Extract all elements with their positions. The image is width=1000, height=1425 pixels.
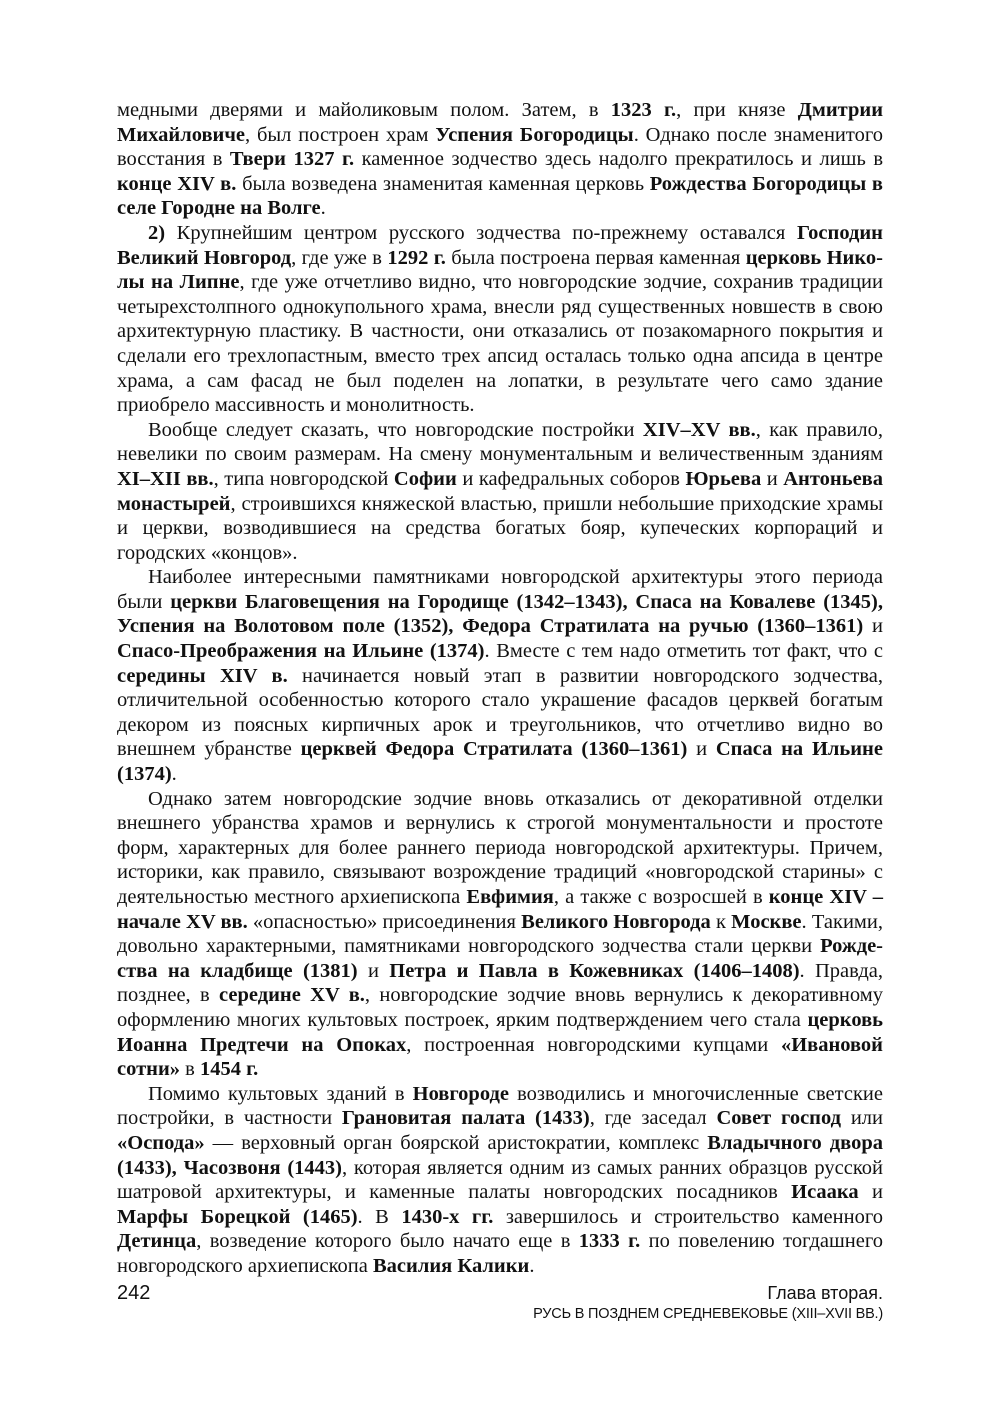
text-run: . В bbox=[357, 1205, 402, 1228]
text-run: и кафедральных соборов bbox=[456, 467, 686, 490]
section-title: РУСЬ В ПОЗДНЕМ СРЕДНЕВЕКОВЬЕ (XIII–XVII ВВ.) bbox=[533, 1306, 883, 1322]
bold-term: «Осподa» bbox=[117, 1131, 205, 1154]
bold-term: 1323 г. bbox=[610, 99, 677, 121]
running-footer bbox=[533, 1282, 883, 1324]
text-run: возводились и многочисленные светские постройки, в частности bbox=[117, 1082, 883, 1130]
bold-term: Москве bbox=[731, 910, 802, 933]
bold-term: Успения Богородицы bbox=[435, 123, 634, 146]
chapter-title: Глава вторая. bbox=[767, 1283, 883, 1303]
bold-term: Марфы Борецкой (1465) bbox=[117, 1205, 358, 1228]
paragraph bbox=[117, 98, 883, 221]
text-run: , новгородские зодчие вновь вернулись к декоративному оформлению многих культовых построек, ярким подтверждением чего стала bbox=[117, 984, 883, 1031]
bold-term: Детинца bbox=[117, 1230, 197, 1253]
text-run: , построенная новгородскими купцами bbox=[406, 1033, 781, 1056]
bold-term: церквей Федора Стратилата (1360–1361) bbox=[300, 738, 688, 761]
text-run: , которая является одним из самых ранних образцов русской шатровой архитектуры, и каменные палаты новгородских посадников bbox=[117, 1156, 883, 1204]
bold-term: 1333 г. bbox=[578, 1230, 641, 1253]
bold-term: конце XIV – начале XV вв. bbox=[117, 886, 883, 933]
text-run: каменное зодчество здесь надолго прекратилось и лишь в bbox=[354, 148, 883, 171]
text-run: Помимо культовых зданий в bbox=[148, 1082, 413, 1105]
text-run: Наиболее интересными памятниками новгородской архитектуры этого периода были bbox=[117, 566, 883, 613]
body-text bbox=[117, 98, 883, 1279]
paragraph bbox=[117, 565, 883, 786]
text-run: , где уже отчетливо видно, что новгородские зодчие, сохранив традиции четырехстолпного однокупольного храма, внесли ряд существенных новшеств в свою архитектурную пластику. В частности, они отказались от позакомарного покрытия и сделали его трехлопастным, вместо трех апсид осталась только одна апсида в центре храма, а сам фасад не был поделен на лопатки, в результате чего само здание приобрело массивность и монолитность. bbox=[117, 271, 883, 417]
text-run: . bbox=[529, 1254, 535, 1277]
text-run: в bbox=[180, 1058, 200, 1081]
text-run: , а также с возросшей в bbox=[553, 886, 769, 908]
text-run: и bbox=[357, 959, 390, 982]
text-run: , строившихся княжеской властью, пришли небольшие приходские храмы и церкви, возводившиеся на средства богатых бояр, купеческих корпораций и городских «концов». bbox=[117, 492, 883, 564]
bold-term: церковь Николы на Липне bbox=[117, 246, 883, 294]
bold-term: конце XIV в. bbox=[117, 172, 237, 195]
bold-term: церкви Благовещения на Городище (1342–1343), Спаса на Ковалеве (1345), Успения на Волотовом поле (1352), Федора Стратилата на ручью (1360–1361) bbox=[117, 590, 883, 638]
text-run: была построена первая каменная bbox=[445, 246, 746, 269]
bold-term: Евфимия bbox=[466, 886, 554, 908]
bold-term: Дмитрии Михайловиче bbox=[117, 99, 884, 146]
bold-term: середины XIV в. bbox=[117, 664, 288, 687]
paragraph bbox=[117, 1082, 883, 1279]
text-run: . Вместе с тем надо отметить тот факт, что с bbox=[484, 640, 883, 663]
text-run: , при князе bbox=[676, 99, 798, 121]
bold-term: Новгороде bbox=[412, 1082, 509, 1105]
text-run: Однако затем новгородские зодчие вновь отказались от декоративной отделки внешнего убранства храмов и вернулись к строгой монументальности и простоте форм, характерных для более раннего периода новгородской архитектуры. Причем, историки, как правило, связывают возрождение традиций «новгородской старины» с деятельностью местного архиепископа bbox=[117, 787, 883, 908]
text-run: начинается новый этап в развитии новгородского зодчества, отличительной особенностью которого стало украшение фасадов церквей богатым декором из поясных кирпичных арок и треугольников, что отчетливо видно во внешнем убранстве bbox=[117, 664, 884, 761]
bold-term: Господин Великий Новгород bbox=[117, 221, 883, 269]
text-run: была возведена знаменитая каменная церковь bbox=[236, 172, 650, 195]
bold-term: 1430-х гг. bbox=[401, 1205, 494, 1228]
text-run: и bbox=[858, 1181, 883, 1204]
text-run: , где уже в bbox=[291, 246, 388, 269]
text-run: . bbox=[320, 197, 326, 220]
text-run: , возведение которого было начато еще в bbox=[196, 1230, 579, 1253]
bold-term: Исаака bbox=[791, 1181, 859, 1204]
bold-term: 1454 г. bbox=[199, 1058, 259, 1081]
text-run: , типа новгородской bbox=[213, 467, 394, 490]
bold-term: 2) bbox=[148, 221, 166, 244]
text-run: и bbox=[687, 738, 716, 761]
paragraph bbox=[117, 221, 883, 418]
paragraph bbox=[117, 418, 883, 566]
bold-term: Рождества на кладбище (1381) bbox=[117, 935, 883, 982]
text-run: медными дверями и майоликовым полом. Затем, в bbox=[117, 99, 611, 121]
page-number: 242 bbox=[117, 1282, 151, 1304]
bold-term: Антоньева монастырей bbox=[117, 467, 883, 515]
text-run: по повелению тогдашнего новгородского архиепископа bbox=[117, 1230, 883, 1277]
text-run: , был построен храм bbox=[245, 123, 436, 146]
text-run: и bbox=[761, 467, 784, 490]
text-run: завершилось и строительство каменного bbox=[493, 1205, 883, 1228]
bold-term: Великого Новгорода bbox=[521, 910, 711, 933]
bold-term: Петра и Павла в Кожевниках (1406–1408) bbox=[389, 959, 800, 982]
bold-term: Грановитая палата (1433) bbox=[341, 1107, 590, 1130]
bold-term: Твери 1327 г. bbox=[229, 148, 355, 171]
bold-term: Спасо-Преображения на Ильине (1374) bbox=[117, 640, 485, 663]
bold-term: XIV–XV вв. bbox=[642, 418, 756, 441]
text-run: или bbox=[841, 1107, 884, 1130]
text-run: «опасностью» присоединения bbox=[247, 910, 522, 933]
bold-term: Владычного двора (1433), Часозвоня (1443) bbox=[117, 1131, 883, 1179]
bold-term: середине XV в. bbox=[219, 984, 365, 1007]
text-run: . Такими, довольно характерными, памятниками новгородского зодчества стали церкви bbox=[117, 910, 883, 958]
bold-term: XI–XII вв. bbox=[117, 467, 214, 490]
bold-term: Рождества Богородицы в селе Городне на Волге bbox=[117, 172, 883, 220]
bold-term: Софии bbox=[393, 467, 457, 490]
text-run: . Однако после знаменитого восстания в bbox=[117, 123, 883, 171]
text-run: , где заседал bbox=[589, 1107, 717, 1130]
bold-term: «Ивановой сотни» bbox=[117, 1033, 883, 1081]
text-run: . bbox=[171, 763, 177, 786]
bold-term: Совет господ bbox=[716, 1107, 842, 1130]
bold-term: церковь Иоанна Предтечи на Опоках bbox=[117, 1008, 883, 1056]
paragraph bbox=[117, 787, 883, 1082]
text-run: , как правило, невелики по своим размерам. На смену монументальным и величественным зданиям bbox=[117, 418, 884, 466]
bold-term: Юрьева bbox=[685, 467, 762, 490]
bold-term: Спаса на Ильине (1374) bbox=[117, 738, 883, 786]
text-run: . Правда, позднее, в bbox=[117, 959, 883, 1007]
text-run: — верховный орган боярской аристократии, комплекс bbox=[204, 1131, 708, 1154]
text-run: Вообще следует сказать, что новгородские постройки bbox=[148, 418, 643, 441]
bold-term: 1292 г. bbox=[387, 246, 446, 269]
text-run: к bbox=[710, 910, 732, 933]
bold-term: Василия Калики bbox=[373, 1254, 530, 1277]
text-run: и bbox=[863, 615, 883, 638]
text-run: Крупнейшим центром русского зодчества по-прежнему оставался bbox=[165, 221, 797, 244]
